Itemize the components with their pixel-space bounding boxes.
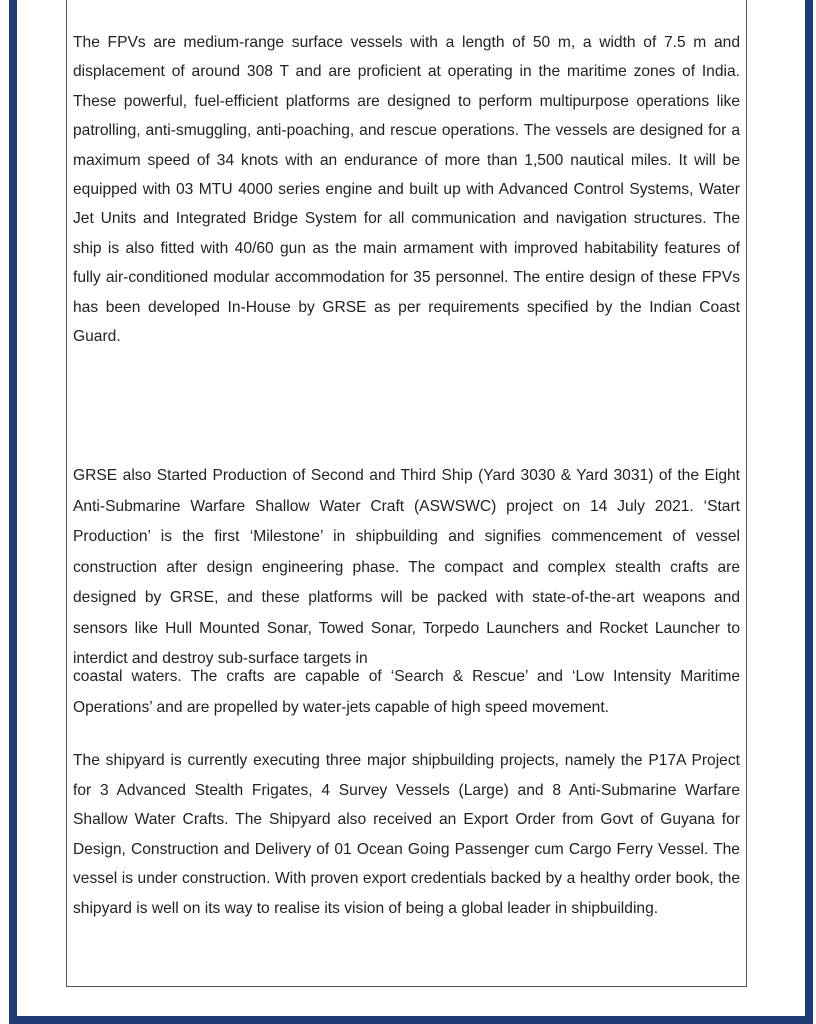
paragraph-aswswc-production: GRSE also Started Production of Second and Third Ship (Yard 3030 & Yard 3031) of the Eight Anti-Submarine Warfare Shallow Water Craft (ASWSWC) project on 14 July 2021. ‘Start Production’ is the first ‘Milestone’ in shipbuilding and signifies commencement of vessel construction after design engineering phase. The compact and complex stealth crafts are designed by GRSE, and these platforms will be packed with state-of-the-art weapons and sensors like Hull Mounted Sonar, Towed Sonar, Torpedo Launchers and Rocket Launcher to interdict and destroy sub-surface targets in: [73, 467, 740, 667]
paragraph-aswswc-capabilities: coastal waters. The crafts are capable of ‘Search & Rescue’ and ‘Low Intensity Maritime Operations’ and are propelled by water-jets capable of high speed movement.: [73, 668, 740, 716]
paragraph-fpv-description: The FPVs are medium-range surface vessels with a length of 50 m, a width of 7.5 m and displacement of around 308 T and are proficient at operating in the maritime zones of India. These powerful, fuel-efficient platforms are designed to perform multipurpose operations like patrolling, anti-smuggling, anti-poaching, and rescue operations. The vessels are designed for a maximum speed of 34 knots with an endurance of more than 1,500 nautical miles. It will be equipped with 03 MTU 4000 series engine and built up with Advanced Control Systems, Water Jet Units and Integrated Bridge System for all communication and navigation structures. The ship is also fitted with 40/60 gun as the main armament with improved habitability features of fully air-conditioned modular accommodation for 35 personnel. The entire design of these FPVs has been developed In-House by GRSE as per requirements specified by the Indian Coast Guard.: [73, 34, 740, 346]
paragraph-shipyard-projects: The shipyard is currently executing three major shipbuilding projects, namely the P17A Project for 3 Advanced Stealth Frigates, 4 Survey Vessels (Large) and 8 Anti-Submarine Warfare Shallow Water Crafts. The Shipyard also received an Export Order from Govt of Guyana for Design, Construction and Delivery of 01 Ocean Going Passenger cum Cargo Ferry Vessel. The vessel is under construction. With proven export credentials backed by a healthy order book, the shipyard is well on its way to realise its vision of being a global leader in shipbuilding.: [73, 752, 740, 917]
